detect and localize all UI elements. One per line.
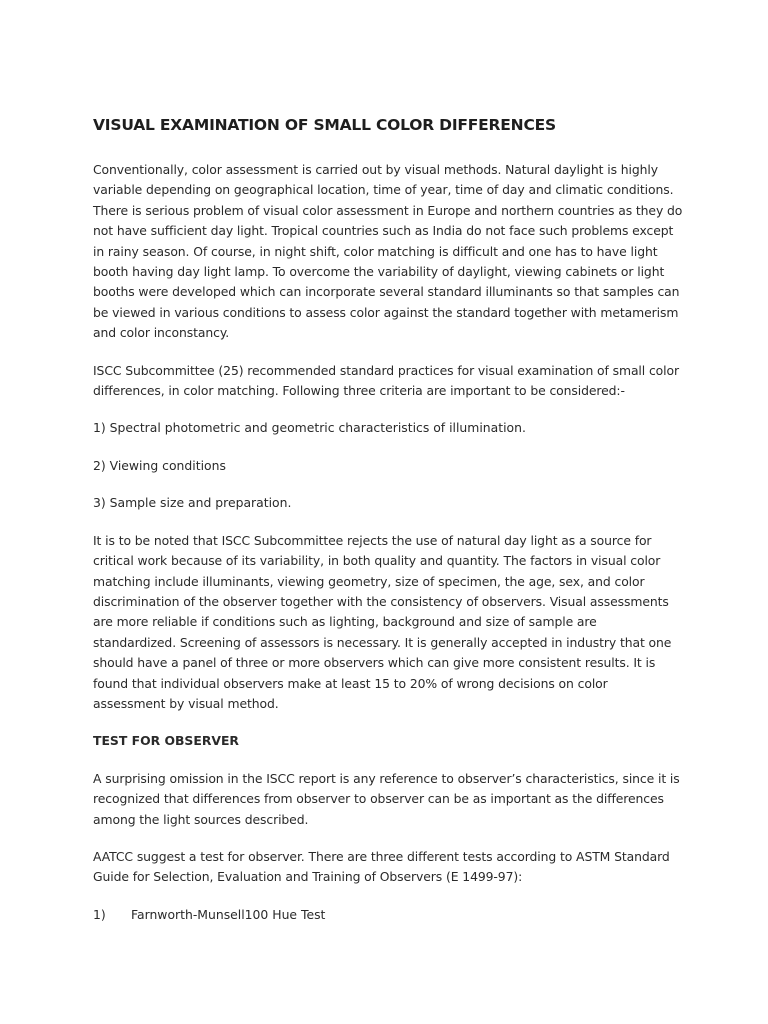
paragraph-aatcc: AATCC suggest a test for observer. There are three different tests according to ASTM Standard Guide for Selection, Evaluation and Training of Observers (E 1499-97): bbox=[93, 848, 670, 885]
criteria-item-3: 3) Sample size and preparation. bbox=[93, 495, 292, 511]
test-list-number: 1) bbox=[93, 906, 106, 922]
criteria-item-1: 1) Spectral photometric and geometric characteristics of illumination. bbox=[93, 420, 526, 436]
test-list-item-1 bbox=[93, 905, 683, 925]
paragraph-intro: Conventionally, color assessment is carried out by visual methods. Natural daylight is highly variable depending on geographical location, time of year, time of day and climatic conditions. There is serious problem of visual color assessment in Europe and northern countries as they do not have sufficient day light. Tropical countries such as India do not face such problems except in rainy season. Of course, in night shift, color matching is difficult and one has to have light booth having day light lamp. To overcome the variability of daylight, viewing cabinets or light booths were developed which can incorporate several standard illuminants so that samples can be viewed in various conditions to assess color against the standard together with metamerism and color inconstancy. bbox=[93, 162, 683, 341]
paragraph-natural-daylight: It is to be noted that ISCC Subcommittee rejects the use of natural day light as a source for critical work because of its variability, in both quality and quantity. The factors in visual color matching include illuminants, viewing geometry, size of specimen, the age, sex, and color discrimination of the observer together with the consistency of observers. Visual assessments are more reliable if conditions such as lighting, background and size of sample are standardized. Screening of assessors is necessary. It is generally accepted in industry that one should have a panel of three or more observers which can give more consistent results. It is found that individual observers make at least 15 to 20% of wrong decisions on color assessment by visual method. bbox=[93, 532, 672, 711]
paragraph-iscc: ISCC Subcommittee (25) recommended standard practices for visual examination of small color differences, in color matching. Following three criteria are important to be considered:- bbox=[93, 362, 679, 399]
criteria-item-2: 2) Viewing conditions bbox=[93, 457, 226, 473]
test-list-label: Farnworth-Munsell100 Hue Test bbox=[131, 906, 326, 922]
paragraph-omission: A surprising omission in the ISCC report is any reference to observer’s characteristics, since it is recognized that differences from observer to observer can be as important as the differences among the light sources described. bbox=[93, 770, 680, 827]
document-page bbox=[93, 116, 683, 925]
document-title: VISUAL EXAMINATION OF SMALL COLOR DIFFERENCES bbox=[93, 116, 556, 134]
section-heading-test-for-observer: TEST FOR OBSERVER bbox=[93, 733, 239, 749]
